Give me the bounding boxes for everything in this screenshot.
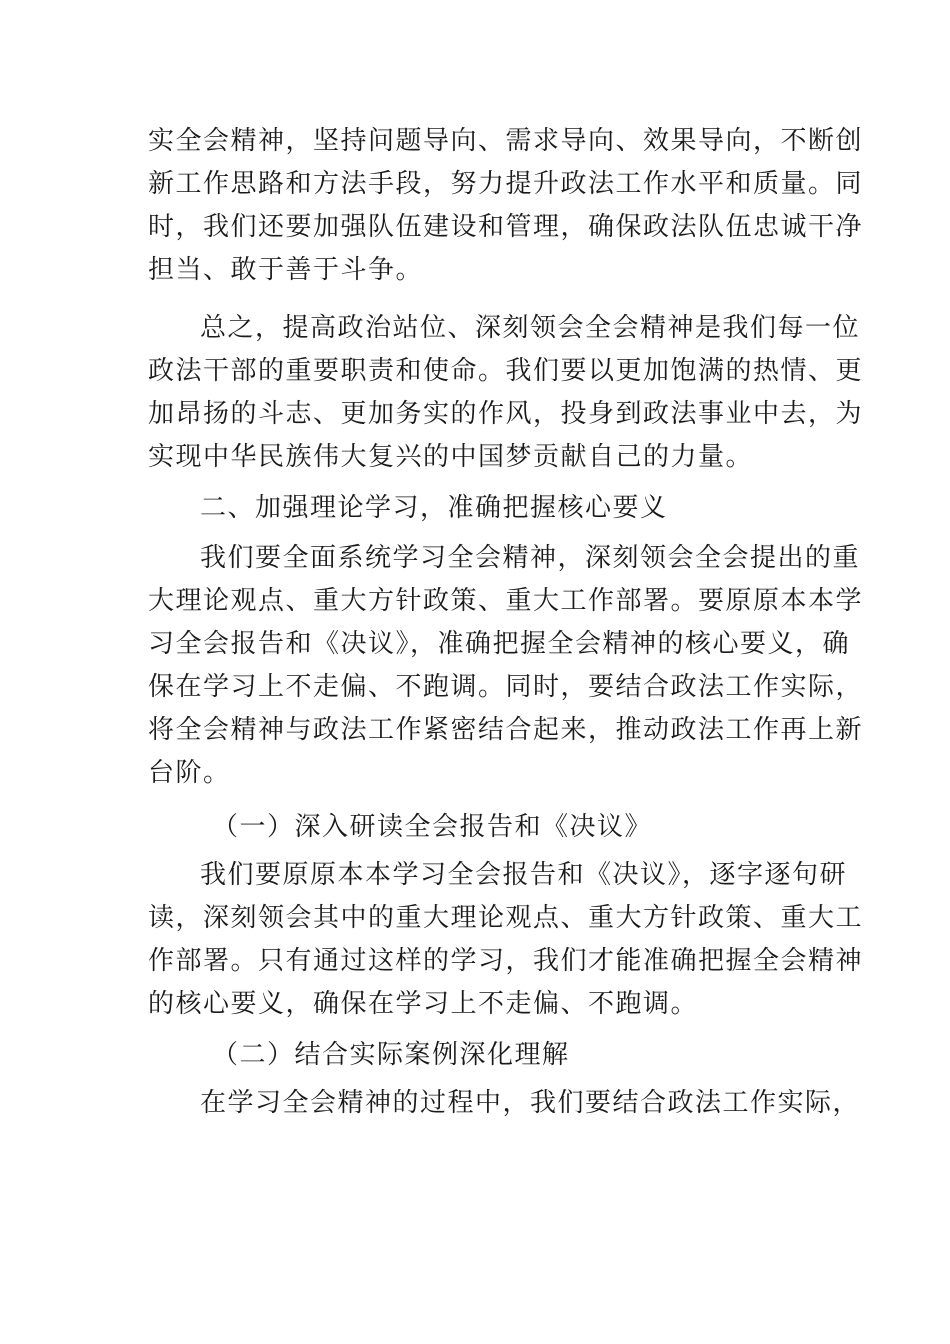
paragraph-line: 作部署。只有通过这样的学习，我们才能准确把握全会精神: [148, 946, 864, 976]
paragraph-line: 的核心要义，确保在学习上不走偏、不跑调。: [148, 989, 699, 1019]
paragraph-line: 台阶。: [148, 758, 231, 788]
paragraph-line: 我们要全面系统学习全会精神，深刻领会全会提出的重: [200, 543, 861, 573]
paragraph-line: 实现中华民族伟大复兴的中国梦贡献自己的力量。: [148, 442, 754, 472]
section-heading: 二、加强理论学习，准确把握核心要义: [200, 493, 668, 523]
paragraph-line: 大理论观点、重大方针政策、重大工作部署。要原原本本学: [148, 586, 864, 616]
paragraph-line: 将全会精神与政法工作紧密结合起来，推动政法工作再上新: [148, 715, 864, 745]
subsection-heading: （二）结合实际案例深化理解: [212, 1040, 570, 1070]
paragraph-line: 习全会报告和《决议》，准确把握全会精神的核心要义，确: [148, 629, 851, 659]
paragraph-line: 新工作思路和方法手段，努力提升政法工作水平和质量。同: [148, 169, 864, 199]
subsection-heading: （一）深入研读全会报告和《决议》: [212, 812, 653, 842]
paragraph-line: 在学习全会精神的过程中，我们要结合政法工作实际，: [200, 1088, 861, 1118]
paragraph-line: 时，我们还要加强队伍建设和管理，确保政法队伍忠诚干净: [148, 212, 864, 242]
paragraph-line: 加昂扬的斗志、更加务实的作风，投身到政法事业中去，为: [148, 399, 864, 429]
paragraph-line: 政法干部的重要职责和使命。我们要以更加饱满的热情、更: [148, 356, 864, 386]
paragraph-line: 担当、敢于善于斗争。: [148, 255, 424, 285]
paragraph-line: 保在学习上不走偏、不跑调。同时，要结合政法工作实际，: [148, 672, 864, 702]
paragraph-line: 读，深刻领会其中的重大理论观点、重大方针政策、重大工: [148, 903, 864, 933]
paragraph-line: 总之，提高政治站位、深刻领会全会精神是我们每一位: [200, 313, 861, 343]
paragraph-line: 实全会精神，坚持问题导向、需求导向、效果导向，不断创: [148, 126, 864, 156]
paragraph-line: 我们要原原本本学习全会报告和《决议》，逐字逐句研: [200, 860, 848, 890]
